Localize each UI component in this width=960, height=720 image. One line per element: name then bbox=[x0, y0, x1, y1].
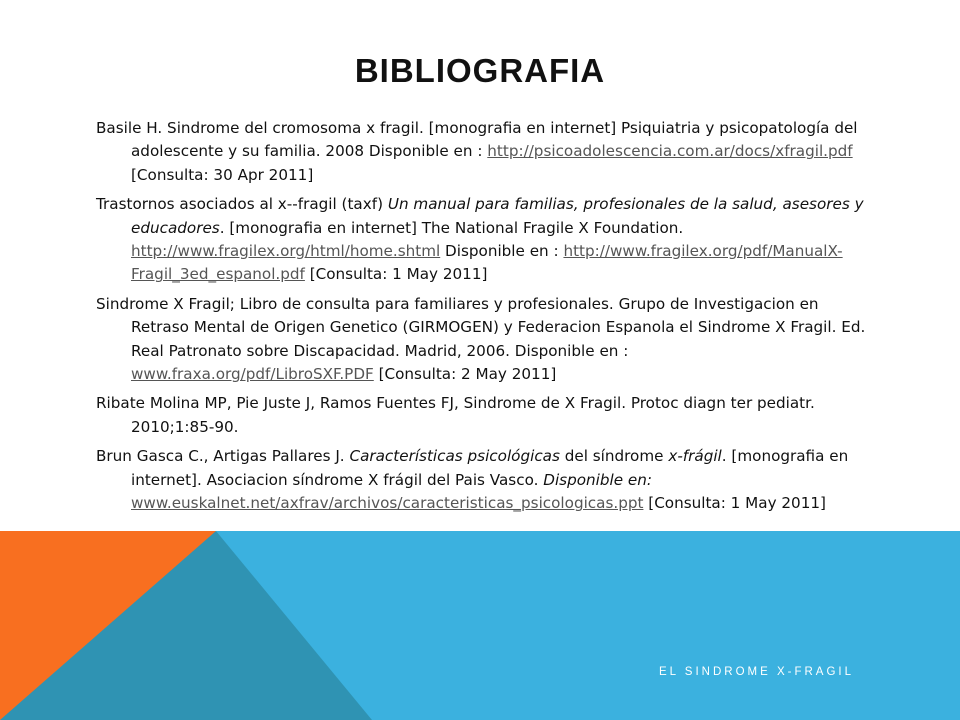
ref-text: Disponible en : bbox=[440, 242, 564, 261]
ref-text: Basile H. Sindrome del cromosoma x fragil. [monografia en internet] Psiquiatria y psicopatología del adolescente y su familia. 2008 Disponible en : bbox=[96, 119, 858, 161]
ref-link[interactable]: http://psicoadolescencia.com.ar/docs/xfragil.pdf bbox=[487, 142, 853, 161]
ref-italic-text: x-frágil bbox=[668, 447, 722, 466]
ref-text: del síndrome bbox=[559, 447, 669, 466]
ref-text: Trastornos asociados al x--fragil (taxf) bbox=[96, 195, 388, 214]
ref-text: . [monografia en internet] The National Fragile X Foundation. bbox=[219, 218, 684, 237]
ref-link[interactable]: http://www.fragilex.org/html/home.shtml bbox=[131, 242, 441, 261]
ref-link[interactable]: www.fraxa.org/pdf/LibroSXF.PDF bbox=[131, 365, 374, 384]
ref-link[interactable]: www.euskalnet.net/axfrav/archivos/caracteristicas_psicologicas.ppt bbox=[131, 494, 644, 513]
ref-text: [Consulta: 2 May 2011] bbox=[373, 365, 557, 384]
ref-text: [Consulta: 1 May 2011] bbox=[643, 494, 826, 513]
bibliography-item-2 bbox=[96, 193, 872, 287]
ref-text: Ribate Molina MP, Pie Juste J, Ramos Fuentes FJ, Sindrome de X Fragil. Protoc diagn ter pediatr. 2010;1:85-90. bbox=[96, 394, 815, 436]
slide-footer: EL SINDROME X-FRAGIL bbox=[658, 666, 854, 678]
bibliography-item-4 bbox=[96, 392, 872, 439]
ref-text: Sindrome X Fragil; Libro de consulta para familiares y profesionales. Grupo de Investigacion en Retraso Mental de Origen Genetico (GIRMOGEN) y Federacion Espanola el Sindrome X Fragil. Ed. Real Patronato sobre Discapacidad. Madrid, 2006. Disponible en : bbox=[96, 294, 866, 360]
ref-text: [Consulta: 30 Apr 2011] bbox=[131, 165, 314, 184]
ref-text: Brun Gasca C., Artigas Pallares J. bbox=[96, 447, 350, 466]
ref-text: . [monografia en internet]. Asociacion síndrome X frágil del Pais Vasco. bbox=[131, 447, 849, 489]
ref-italic-text: Un manual para familias, profesionales de la salud, asesores y educadores bbox=[131, 195, 864, 237]
bibliography-item-1 bbox=[96, 117, 872, 187]
ref-text: [Consulta: 1 May 2011] bbox=[304, 265, 488, 284]
bibliography-item-5 bbox=[96, 445, 872, 515]
bibliography-list bbox=[96, 117, 872, 522]
ref-italic-text: Características psicológicas bbox=[349, 447, 560, 466]
ref-link[interactable]: http://www.fragilex.org/pdf/ManualX-Fragil_3ed_espanol.pdf bbox=[131, 242, 843, 284]
slide-title: BIBLIOGRAFIA bbox=[354, 52, 606, 89]
bibliography-item-3 bbox=[96, 293, 872, 387]
ref-italic-text: Disponible en: bbox=[543, 470, 652, 489]
